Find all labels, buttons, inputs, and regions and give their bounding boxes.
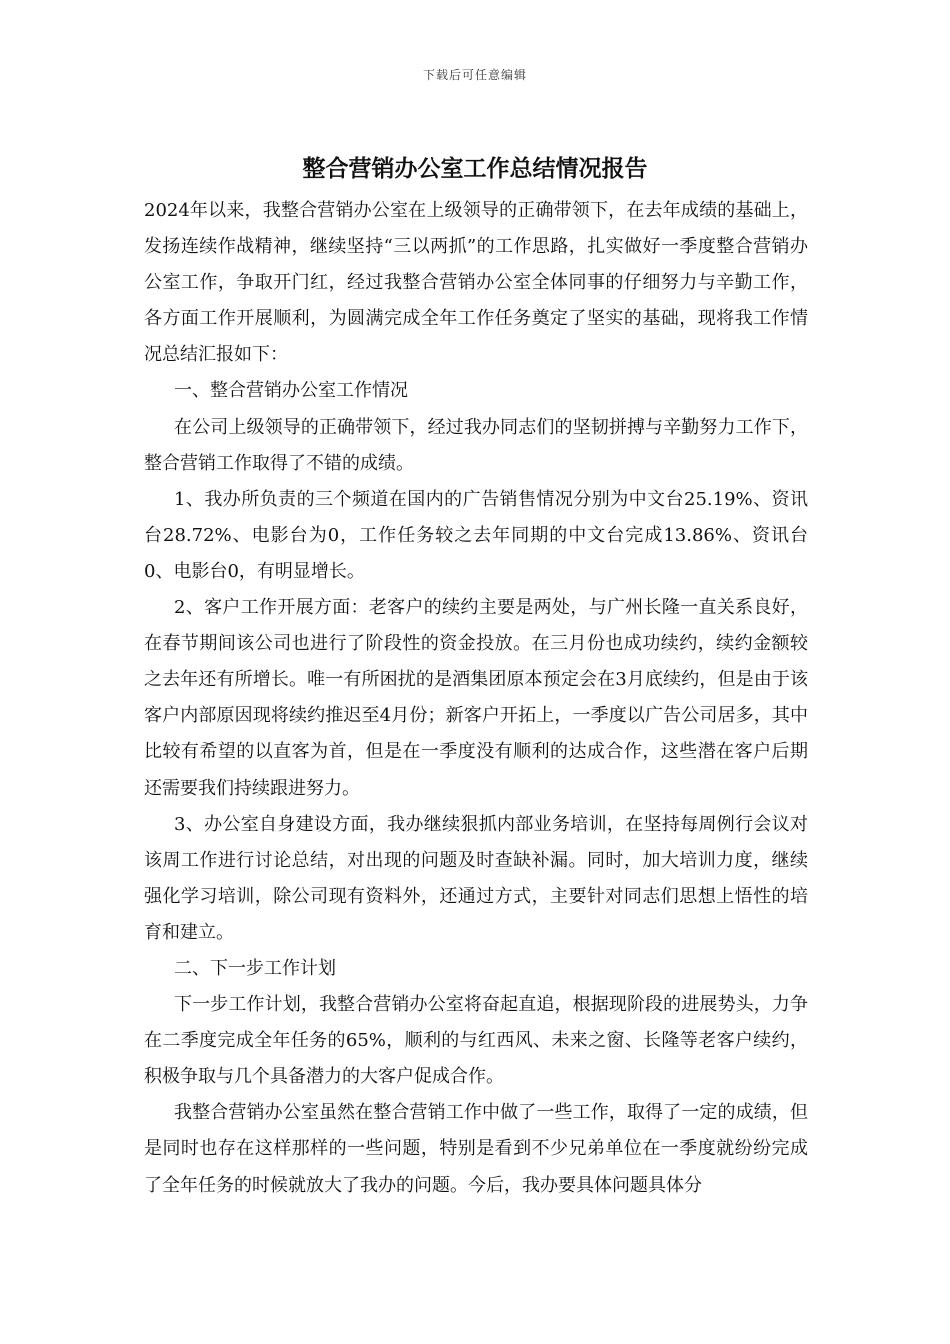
paragraph-plan: 下一步工作计划，我整合营销办公室将奋起直追，根据现阶段的进展势头，力争在二季度完成全年任务的65%，顺利的与红西风、未来之窗、长隆等老客户续约，积极争取与几个具备潜力的大客户促成合作。	[144, 994, 808, 1088]
paragraph-section1-intro: 在公司上级领导的正确带领下，经过我办同志们的坚韧拼搏与辛勤努力工作下，整合营销工作取得了不错的成绩。	[144, 416, 808, 474]
paragraph-intro: 2024年以来，我整合营销办公室在上级领导的正确带领下，在去年成绩的基础上，发扬连续作战精神，继续坚持“三以两抓”的工作思路，扎实做好一季度整合营销办公室工作，争取开门红，经过我整合营销办公室全体同事的仔细努力与辛勤工作，各方面工作开展顺利，为圆满完成全年工作任务奠定了坚实的基础，现将我工作情况总结汇报如下：	[144, 200, 808, 366]
header-note: 下载后可任意编辑	[422, 68, 527, 82]
section-heading-2: 二、下一步工作计划	[174, 957, 336, 979]
document-title: 整合营销办公室工作总结情况报告	[302, 156, 648, 182]
paragraph-closing: 我整合营销办公室虽然在整合营销工作中做了一些工作，取得了一定的成绩，但是同时也存在这样那样的一些问题，特别是看到不少兄弟单位在一季度就纷纷完成了全年任务的时候就放大了我办的问题。今后，我办要具体问题具体分	[144, 1102, 808, 1196]
paragraph-item-3: 3、办公室自身建设方面，我办继续狠抓内部业务培训，在坚持每周例行会议对该周工作进行讨论总结，对出现的问题及时查缺补漏。同时，加大培训力度，继续强化学习培训，除公司现有资料外，还通过方式，主要针对同志们思想上悟性的培育和建立。	[144, 813, 808, 943]
section-heading-1: 一、整合营销办公室工作情况	[174, 380, 408, 402]
paragraph-item-1: 1、我办所负责的三个频道在国内的广告销售情况分别为中文台25.19%、资讯台28.72%、电影台为0，工作任务较之去年同期的中文台完成13.86%、资讯台0、电影台0，有明显增长。	[144, 488, 808, 582]
document-body	[144, 193, 808, 1204]
paragraph-item-2: 2、客户工作开展方面：老客户的续约主要是两处，与广州长隆一直关系良好，在春节期间该公司也进行了阶段性的资金投放。在三月份也成功续约，续约金额较之去年还有所增长。唯一有所困扰的是酒集团原本预定会在3月底续约，但是由于该客户内部原因现将续约推迟至4月份；新客户开拓上，一季度以广告公司居多，其中比较有希望的以直客为首，但是在一季度没有顺利的达成合作，这些潜在客户后期还需要我们持续跟进努力。	[144, 597, 808, 799]
